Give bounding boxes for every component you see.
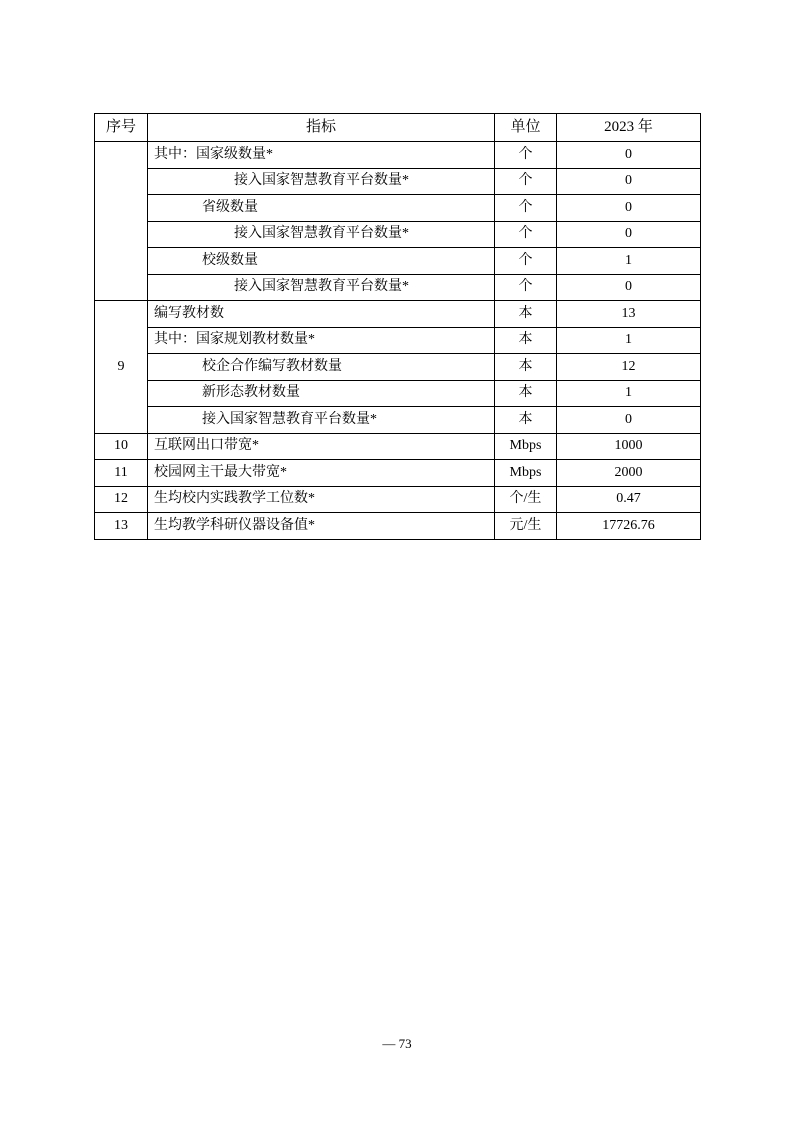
unit-cell: 个/生	[495, 486, 557, 513]
table-row	[95, 301, 701, 328]
indicator-cell: 接入国家智慧教育平台数量*	[148, 221, 495, 248]
unit-cell: 个	[495, 274, 557, 301]
table-row	[95, 513, 701, 540]
value-cell: 1	[557, 327, 701, 354]
table-row	[95, 142, 701, 169]
seq-cell	[95, 142, 148, 301]
indicator-cell: 其中：国家级数量*	[148, 142, 495, 169]
table-row	[95, 433, 701, 460]
unit-cell: 本	[495, 301, 557, 328]
seq-cell: 13	[95, 513, 148, 540]
unit-cell: Mbps	[495, 460, 557, 487]
indicator-cell: 互联网出口带宽*	[148, 433, 495, 460]
header-unit: 单位	[495, 114, 557, 142]
table-row	[95, 460, 701, 487]
table-row	[95, 195, 701, 222]
seq-cell: 9	[95, 301, 148, 434]
seq-cell: 12	[95, 486, 148, 513]
indicator-cell: 省级数量	[148, 195, 495, 222]
seq-cell: 11	[95, 460, 148, 487]
table-row	[95, 274, 701, 301]
unit-cell: Mbps	[495, 433, 557, 460]
indicator-cell: 校级数量	[148, 248, 495, 275]
table-row	[95, 168, 701, 195]
table-row	[95, 327, 701, 354]
indicator-cell: 生均教学科研仪器设备值*	[148, 513, 495, 540]
table-row	[95, 407, 701, 434]
value-cell: 17726.76	[557, 513, 701, 540]
value-cell: 0	[557, 168, 701, 195]
value-cell: 0	[557, 142, 701, 169]
indicator-cell: 新形态教材数量	[148, 380, 495, 407]
unit-cell: 本	[495, 354, 557, 381]
unit-cell: 个	[495, 142, 557, 169]
header-year: 2023 年	[557, 114, 701, 142]
unit-cell: 个	[495, 195, 557, 222]
value-cell: 13	[557, 301, 701, 328]
header-indicator: 指标	[148, 114, 495, 142]
table-row	[95, 248, 701, 275]
indicator-cell: 校企合作编写教材数量	[148, 354, 495, 381]
value-cell: 12	[557, 354, 701, 381]
indicator-cell: 校园网主干最大带宽*	[148, 460, 495, 487]
unit-cell: 个	[495, 221, 557, 248]
page-number: — 73	[382, 1036, 412, 1051]
table-row	[95, 486, 701, 513]
value-cell: 0.47	[557, 486, 701, 513]
value-cell: 0	[557, 407, 701, 434]
value-cell: 1	[557, 248, 701, 275]
header-seq: 序号	[95, 114, 148, 142]
seq-cell: 10	[95, 433, 148, 460]
table-row	[95, 221, 701, 248]
unit-cell: 本	[495, 380, 557, 407]
value-cell: 0	[557, 221, 701, 248]
unit-cell: 本	[495, 407, 557, 434]
unit-cell: 个	[495, 248, 557, 275]
value-cell: 1000	[557, 433, 701, 460]
table-header-row	[95, 114, 701, 142]
unit-cell: 本	[495, 327, 557, 354]
indicator-cell: 接入国家智慧教育平台数量*	[148, 274, 495, 301]
table-body	[95, 142, 701, 540]
indicator-cell: 其中：国家规划教材数量*	[148, 327, 495, 354]
indicator-table	[94, 113, 701, 540]
table-row	[95, 380, 701, 407]
value-cell: 1	[557, 380, 701, 407]
indicator-cell: 接入国家智慧教育平台数量*	[148, 168, 495, 195]
value-cell: 0	[557, 195, 701, 222]
indicator-cell: 编写教材数	[148, 301, 495, 328]
unit-cell: 个	[495, 168, 557, 195]
indicator-cell: 接入国家智慧教育平台数量*	[148, 407, 495, 434]
table-row	[95, 354, 701, 381]
value-cell: 2000	[557, 460, 701, 487]
indicator-cell: 生均校内实践教学工位数*	[148, 486, 495, 513]
value-cell: 0	[557, 274, 701, 301]
unit-cell: 元/生	[495, 513, 557, 540]
